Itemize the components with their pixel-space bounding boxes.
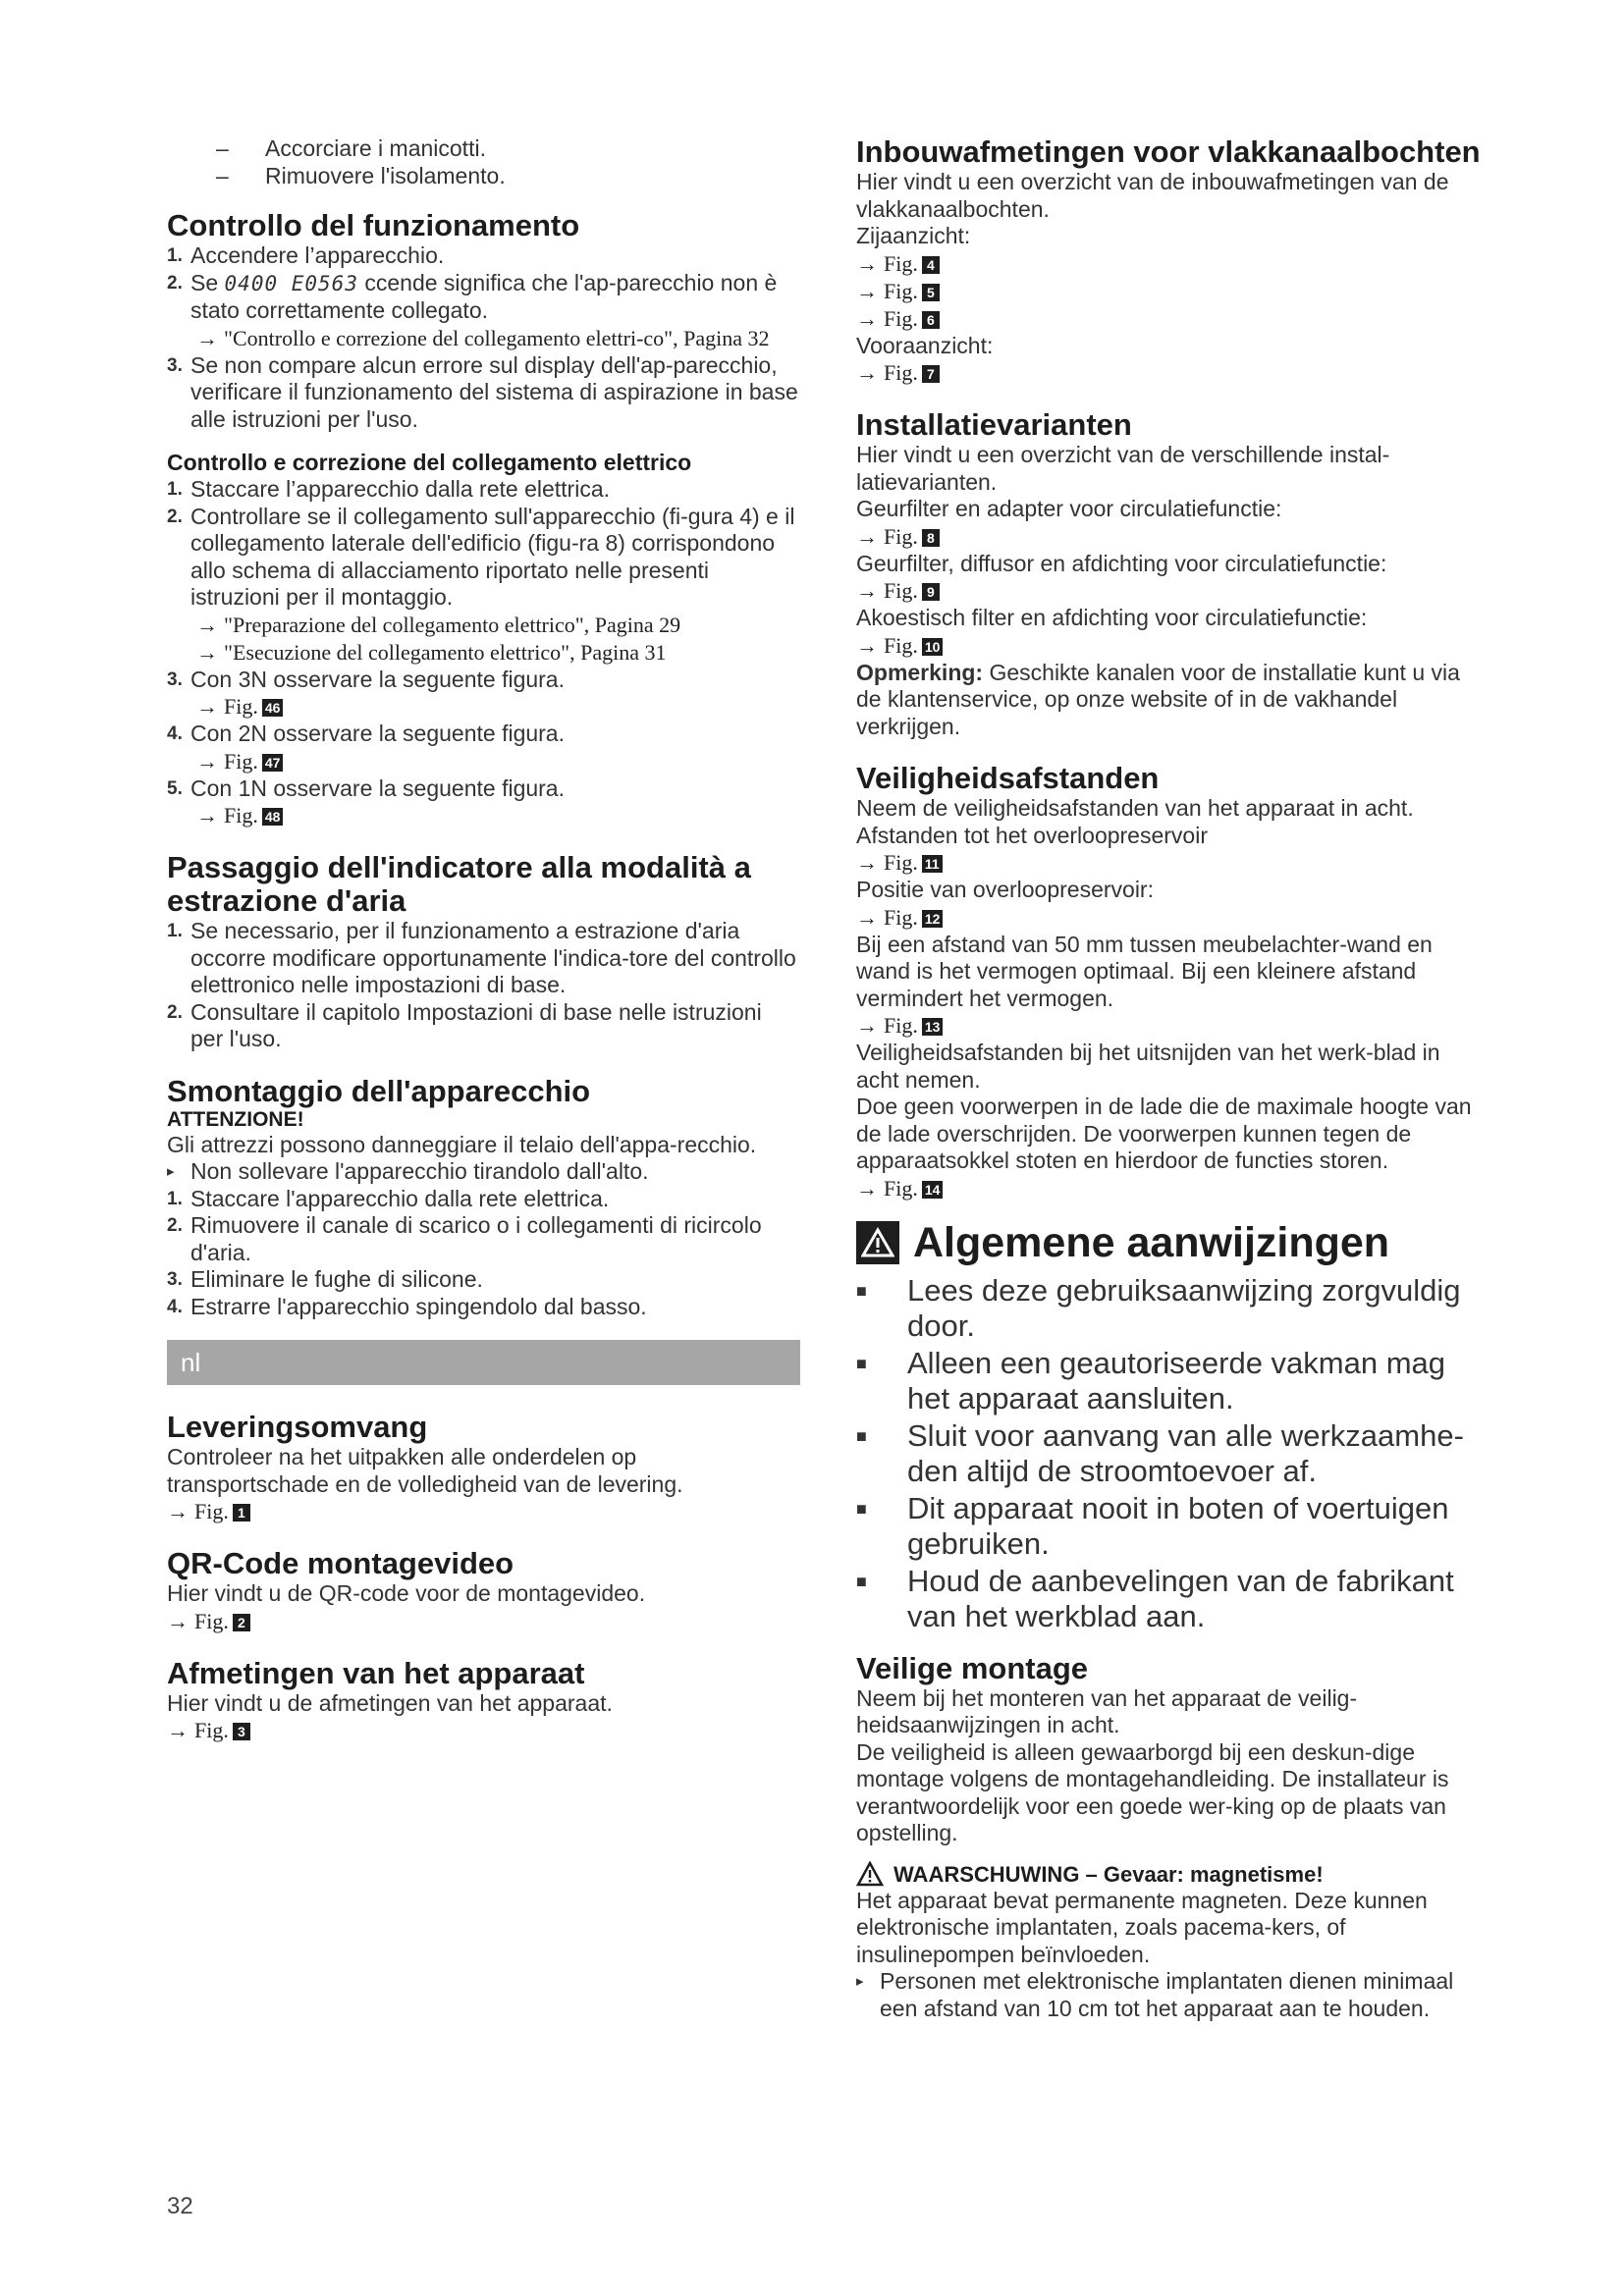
section-title: Controllo del funzionamento [167, 208, 580, 242]
section-qr [167, 1547, 800, 1635]
attention-text: Gli attrezzi possono danneggiare il telaio dell'appa-recchio. [167, 1131, 757, 1157]
list-item: 2. Rimuovere il canale di scarico o i collegamenti di ricircolo d'aria. [167, 1212, 762, 1265]
section-text: Bij een afstand van 50 mm tussen meubelachter-wand en wand is het vermogen optimaal. Bij een kleinere afstand vermindert het vermogen. [856, 931, 1433, 1011]
section-text: Hier vindt u de QR-code voor de montagevideo. [167, 1580, 646, 1606]
cross-reference: → "Controllo e correzione del collegamento elettri-co", Pagina 32 [196, 325, 770, 350]
section-title: Leveringsomvang [167, 1410, 428, 1444]
section-text: Doe geen voorwerpen in de lade die de maximale hoogte van de lade overschrijden. De voorwerpen kunnen tegen de apparaatsokkel stoten en hierdoor de functies storen. [856, 1094, 1472, 1173]
section-smontaggio [167, 1075, 800, 1321]
section-text: Hier vindt u de afmetingen van het apparaat. [167, 1689, 613, 1716]
figure-reference: → Fig. 8 [856, 523, 1485, 551]
section-installatie [856, 408, 1485, 740]
section-veiligheid [856, 762, 1485, 1202]
section-title: Afmetingen van het apparaat [167, 1655, 585, 1690]
list-item: – Rimuovere l'isolamento. [216, 162, 506, 188]
variant-label: Geurfilter, diffusor en afdichting voor circulatiefunctie: [856, 550, 1387, 576]
figure-reference: → Fig. 11 [856, 849, 1485, 877]
list-item: ■ Sluit voor aanvang van alle werkzaamhe-den altijd de stroomtoevoer af. [856, 1417, 1464, 1488]
cross-reference: → "Preparazione del collegamento elettrico", Pagina 29 [196, 612, 681, 637]
section-text: Afstanden tot het overloopreservoir [856, 822, 1208, 848]
list-item: 1. Se necessario, per il funzionamento a estrazione d'aria occorre modificare opportunamente l'indica-tore del controllo elettronico nelle impostazioni di base. [167, 918, 796, 997]
list-item: 2. Se 0400 E0563 ccende significa che l'ap-parecchio non è stato correttamente collegato. [167, 269, 778, 323]
section-text: Positie van overloopreservoir: [856, 877, 1154, 902]
figure-reference: → Fig. 3 [167, 1717, 800, 1744]
section-text: Controleer na het uitpakken alle onderdelen op transportschade en de volledigheid van de levering. [167, 1444, 683, 1497]
list-item: ■ Dit apparaat nooit in boten of voertuigen gebruiken. [856, 1490, 1449, 1561]
list-item: 1. Accendere l’apparecchio. [167, 242, 445, 268]
section-title: QR-Code montagevideo [167, 1546, 514, 1580]
figure-reference: → Fig. 9 [856, 577, 1485, 605]
warning-icon [856, 1861, 884, 1887]
page-number: 32 [167, 2193, 193, 2219]
list-item: 3. Con 3N osservare la seguente figura. [167, 666, 565, 692]
figure-reference: → Fig. 13 [856, 1012, 1485, 1040]
language-bar: nl [167, 1340, 800, 1385]
warning-triangle-icon [856, 1221, 899, 1264]
section-correzione [167, 449, 800, 829]
list-item: 1. Staccare l’apparecchio dalla rete elettrica. [167, 476, 611, 502]
figure-reference: → Fig. 14 [856, 1175, 1485, 1202]
variant-label: Akoestisch filter en afdichting voor circulatiefunctie: [856, 605, 1368, 630]
section-text: Veiligheidsafstanden bij het uitsnijden van het werk-blad in acht nemen. [856, 1040, 1440, 1093]
section-title: Controllo e correzione del collegamento elettrico [167, 450, 692, 475]
figure-reference: → Fig. 1 [167, 1498, 800, 1525]
section-algemene [856, 1218, 1485, 1634]
figure-reference: → Fig. 5 [856, 278, 1485, 305]
figure-reference: → Fig. 10 [856, 632, 1485, 660]
section-title: Installatievarianten [856, 407, 1132, 442]
figure-reference: → Fig. 47 [167, 748, 800, 775]
section-text: Hier vindt u een overzicht van de inbouwafmetingen van de vlakkanaalbochten. [856, 169, 1449, 222]
figure-reference: → Fig. 48 [167, 802, 800, 829]
cross-reference: → "Esecuzione del collegamento elettrico", Pagina 31 [196, 639, 667, 665]
list-item: – Accorciare i manicotti. [216, 135, 486, 161]
list-item: ■ Houd de aanbevelingen van de fabrikant van het werkblad aan. [856, 1563, 1454, 1633]
list-item: ■ Alleen een geautoriseerde vakman mag het apparaat aansluiten. [856, 1345, 1446, 1415]
list-item: 2. Consultare il capitolo Impostazioni di base nelle istruzioni per l'uso. [167, 998, 762, 1051]
view-label: Zijaanzicht: [856, 223, 971, 248]
figure-reference: → Fig. 4 [856, 250, 1485, 278]
list-item: ▸ Personen met elektronische implantaten dienen minimaal een afstand van 10 cm tot het apparaat aan te houden. [856, 1968, 1454, 2021]
list-item: 3. Eliminare le fughe di silicone. [167, 1266, 483, 1292]
list-item: ▸ Non sollevare l'apparecchio tirandolo dall'alto. [167, 1158, 649, 1184]
list-item: 5. Con 1N osservare la seguente figura. [167, 774, 565, 801]
section-title: Veilige montage [856, 1650, 1089, 1685]
warning-title: WAARSCHUWING – Gevaar: magnetisme! [856, 1861, 1485, 1888]
variant-label: Geurfilter en adapter voor circulatiefunctie: [856, 496, 1282, 521]
section-title: Algemene aanwijzingen [856, 1218, 1485, 1267]
list-item: 4. Con 2N osservare la seguente figura. [167, 721, 565, 746]
section-levering [167, 1411, 800, 1525]
section-text: Hier vindt u een overzicht van de verschillende instal-latievarianten. [856, 442, 1390, 495]
figure-reference: → Fig. 7 [856, 359, 1485, 387]
section-title: Smontaggio dell'apparecchio [167, 1073, 591, 1108]
figure-reference: → Fig. 46 [167, 693, 800, 721]
section-text: De veiligheid is alleen gewaarborgd bij een deskun-dige montage volgens de montagehandleiding. De installateur is verantwoordelijk voor een goede wer-king op de plaats van opstelling. [856, 1738, 1449, 1845]
list-item: 1. Staccare l'apparecchio dalla rete elettrica. [167, 1185, 610, 1211]
left-column [167, 135, 800, 1744]
view-label: Vooraanzicht: [856, 332, 994, 358]
warning-text: Het apparaat bevat permanente magneten. Deze kunnen elektronische implantaten, zoals pacema-kers, of insulinepompen beïnvloeden. [856, 1887, 1428, 1967]
section-montage [856, 1652, 1485, 2023]
section-afmetingen [167, 1657, 800, 1745]
figure-reference: → Fig. 12 [856, 904, 1485, 932]
intro-list [167, 135, 800, 189]
section-passaggio [167, 851, 800, 1053]
display-code: 0400 E0563 [224, 271, 358, 295]
section-funzionamento [167, 209, 800, 433]
figure-reference: → Fig. 6 [856, 305, 1485, 333]
attention-label: ATTENZIONE! [167, 1107, 304, 1131]
list-item: ■ Lees deze gebruiksaanwijzing zorgvuldig door. [856, 1272, 1461, 1343]
figure-reference: → Fig. 2 [167, 1608, 800, 1635]
section-title: Inbouwafmetingen voor vlakkanaalbochten [856, 134, 1481, 169]
section-title: Passaggio dell'indicatore alla modalità a estrazione d'aria [167, 850, 751, 918]
note: Opmerking: Geschikte kanalen voor de installatie kunt u via de klantenservice, op onze website of in de vakhandel verkrijgen. [856, 659, 1460, 739]
section-inbouw [856, 135, 1485, 387]
section-title: Veiligheidsafstanden [856, 761, 1160, 795]
section-text: Neem bij het monteren van het apparaat de veilig-heidsaanwijzingen in acht. [856, 1684, 1358, 1737]
right-column [856, 135, 1485, 2022]
list-item: 4. Estrarre l'apparecchio spingendolo dal basso. [167, 1293, 647, 1319]
section-text: Neem de veiligheidsafstanden van het apparaat in acht. [856, 795, 1414, 821]
list-item: 3. Se non compare alcun errore sul display dell'ap-parecchio, verificare il funzionamento del sistema di aspirazione in base alle istruzioni per l'uso. [167, 351, 798, 432]
list-item: 2. Controllare se il collegamento sull'apparecchio (fi-gura 4) e il collegamento laterale dell'edificio (figu-ra 8) corrispondono allo schema di allacciamento riportato nelle presenti istruzioni per il montaggio. [167, 503, 795, 610]
